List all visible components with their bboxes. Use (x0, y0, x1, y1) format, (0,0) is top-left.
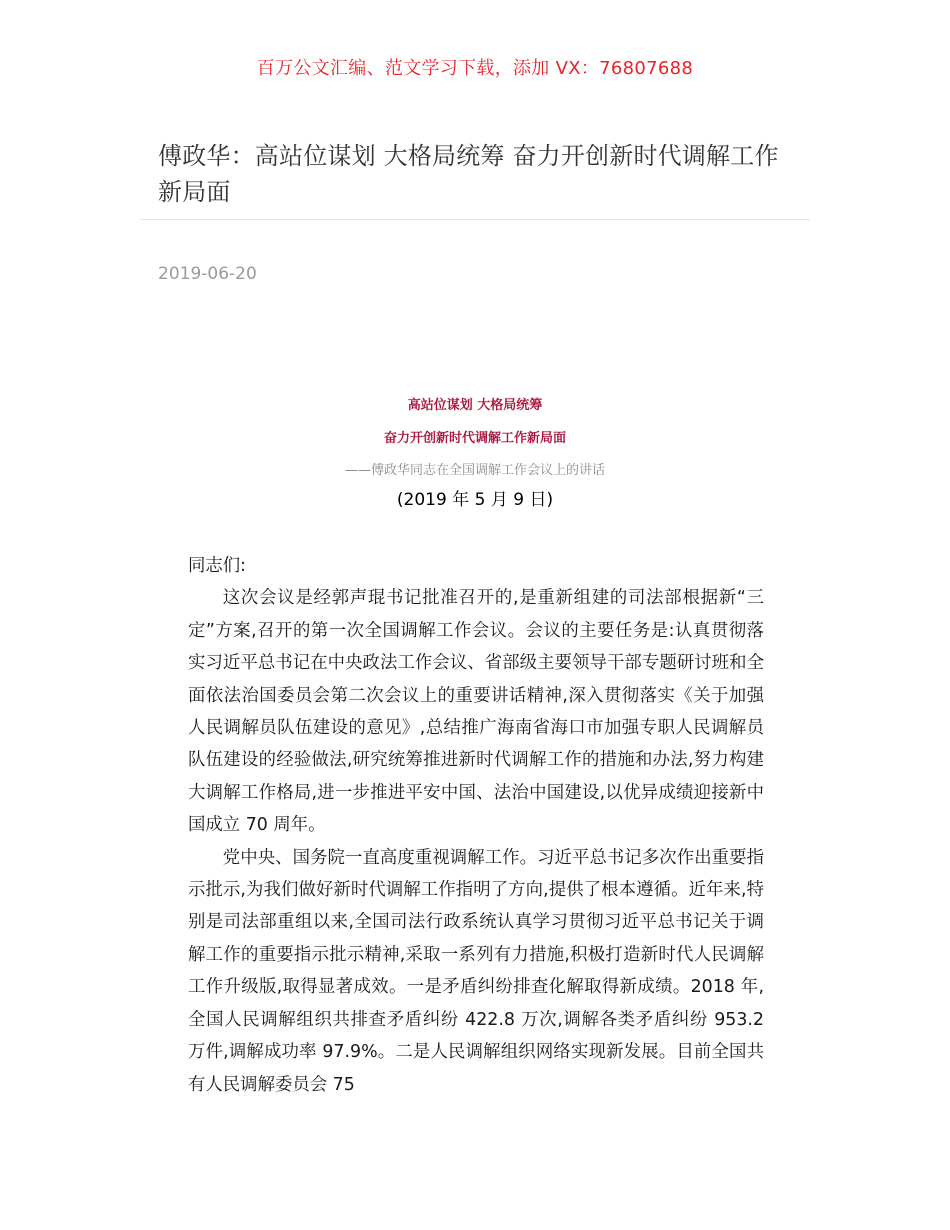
article-title: 傅政华：高站位谋划 大格局统筹 奋力开创新时代调解工作新局面 (158, 142, 779, 206)
speech-heading-line1: 高站位谋划 大格局统筹 (407, 398, 543, 413)
title-divider (140, 219, 810, 220)
speech-heading-line2: 奋力开创新时代调解工作新局面 (383, 431, 566, 446)
speech-byline: ——傅政华同志在全国调解工作会议上的讲话 (344, 463, 605, 478)
body-paragraph: 党中央、国务院一直高度重视调解工作。习近平总书记多次作出重要指示批示,为我们做好新时代调解工作指明了方向,提供了根本遵循。近年来,特别是司法部重组以来,全国司法行政系统认真学习贯彻习近平总书记关于调解工作的重要指示批示精神,采取一系列有力措施,积极打造新时代人民调解工作升级版,取得显著成效。一是矛盾纠纷排查化解取得新成绩。2018 年,全国人民调解组织共排查矛盾纠纷 422.8 万次,调解各类矛盾纠纷 953.2 万件,调解成功率 97.9%。二是人民调解组织网络实现新发展。目前全国共有人民调解委员会 75 (188, 847, 764, 1095)
body-paragraph: 这次会议是经郭声琨书记批准召开的,是重新组建的司法部根据新“三定”方案,召开的第一次全国调解工作会议。会议的主要任务是:认真贯彻落实习近平总书记在中央政法工作会议、省部级主要领导干部专题研讨班和全面依法治国委员会第二次会议上的重要讲话精神,深入贯彻落实《关于加强人民调解员队伍建设的意见》,总结推广海南省海口市加强专职人民调解员队伍建设的经验做法,研究统筹推进新时代调解工作的措施和办法,努力构建大调解工作格局,进一步推进平安中国、法治中国建设,以优异成绩迎接新中国成立 70 周年。 (188, 588, 764, 836)
salutation: 同志们: (188, 556, 247, 576)
publish-date: 2019-06-20 (158, 264, 257, 284)
speech-body (188, 550, 764, 1101)
speech-date: (2019 年 5 月 9 日) (396, 490, 554, 510)
promo-banner: 百万公文汇编、范文学习下载，添加 VX：76807688 (256, 58, 694, 79)
